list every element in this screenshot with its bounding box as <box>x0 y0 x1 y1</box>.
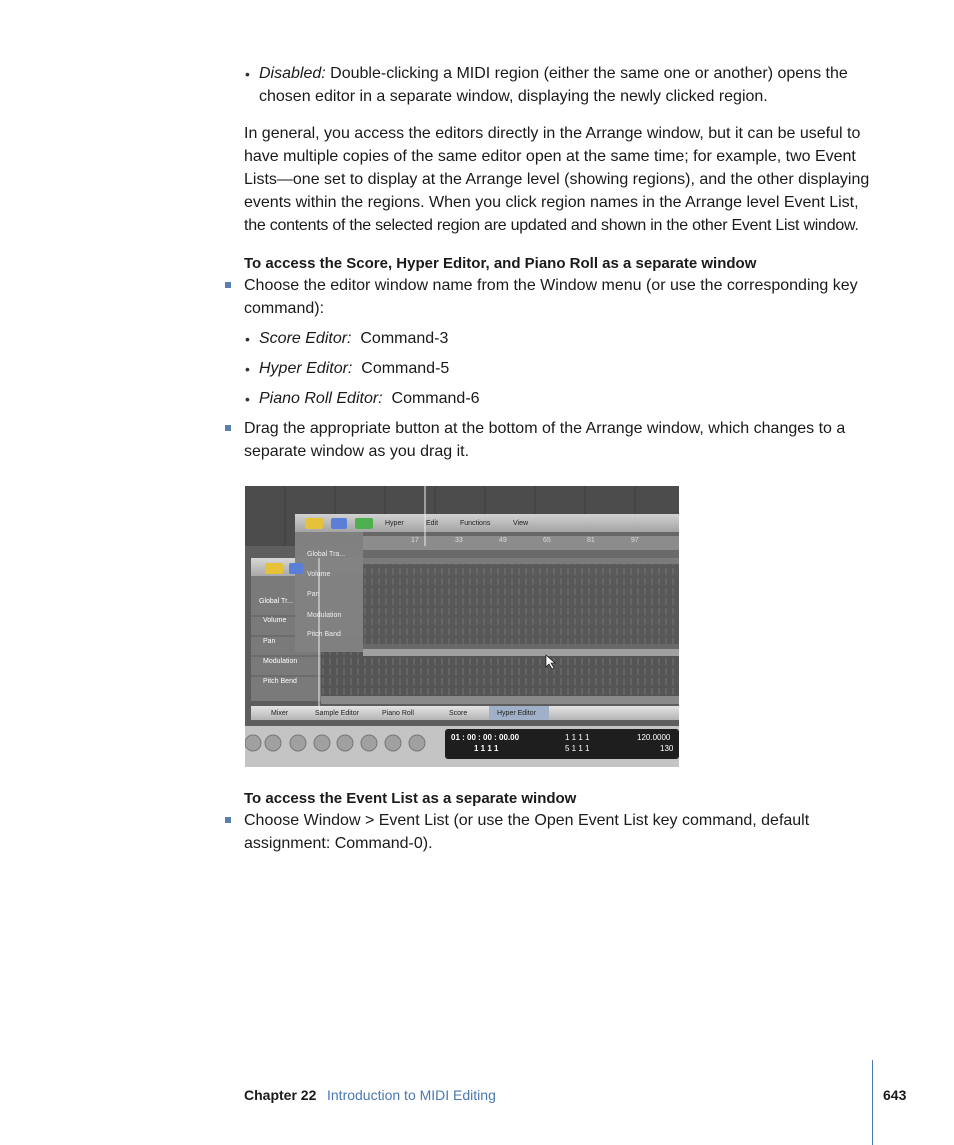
step-line: command): <box>244 300 325 317</box>
ruler-97: 97 <box>631 537 639 544</box>
float-track: Volume <box>307 571 331 578</box>
logic-arrange-screenshot <box>245 486 679 767</box>
ruler-65: 65 <box>543 537 551 544</box>
lcd-bars: 1 1 1 1 <box>474 744 499 753</box>
step-line: assignment: Command-0). <box>244 835 433 852</box>
command-key: Command-5 <box>361 360 450 377</box>
ruler-81: 81 <box>587 537 595 544</box>
command-label: Piano Roll Editor: <box>259 390 383 407</box>
step-bullet <box>225 425 231 431</box>
step-bullet <box>225 817 231 823</box>
bullet-dot: • <box>245 391 250 407</box>
footer-chapter: Chapter 22 <box>244 1087 317 1103</box>
lcd-pos: 1 1 1 1 <box>565 733 590 742</box>
para-line: Lists—one set to display at the Arrange level (showing regions), and the other displaying <box>244 171 870 188</box>
float-track: Pitch Band <box>307 631 341 638</box>
section-heading: To access the Event List as a separate window <box>244 790 577 807</box>
float-track: Global Tra... <box>307 551 346 558</box>
footer-divider <box>872 1060 873 1145</box>
lcd-sig: 130 <box>660 744 674 753</box>
lcd-tempo: 120.0000 <box>637 733 671 742</box>
ruler-49: 49 <box>499 537 507 544</box>
bullet-disabled-line1 <box>259 62 848 85</box>
menu-functions[interactable]: Functions <box>460 520 491 527</box>
page-number: 643 <box>883 1087 907 1103</box>
footer-chapter-title: Introduction to MIDI Editing <box>327 1087 496 1103</box>
tab-mixer[interactable]: Mixer <box>271 710 289 717</box>
para-line: have multiple copies of the same editor open at the same time; for example, two Event <box>244 148 856 165</box>
tab-score[interactable]: Score <box>449 710 468 717</box>
disabled-label: Disabled: <box>259 65 326 82</box>
para-line: the contents of the selected region are updated and shown in the other Event List window. <box>244 217 859 234</box>
step-line: Drag the appropriate button at the bottom of the Arrange window, which changes to a <box>244 420 846 437</box>
bullet-disabled-line2: chosen editor in a separate window, displaying the newly clicked region. <box>259 88 768 105</box>
step-line: Choose Window > Event List (or use the Open Event List key command, default <box>244 812 810 829</box>
command-piano <box>259 387 480 410</box>
step-line: separate window as you drag it. <box>244 443 470 460</box>
main-track: Pan <box>263 638 276 645</box>
lcd-time: 01 : 00 : 00 : 00.00 <box>451 733 520 742</box>
main-track: Volume <box>263 617 287 624</box>
ruler-33: 33 <box>455 537 463 544</box>
main-track: Modulation <box>263 658 298 665</box>
command-label: Hyper Editor: <box>259 360 353 377</box>
para-line: In general, you access the editors directly in the Arrange window, but it can be useful to <box>244 125 861 142</box>
menu-view[interactable]: View <box>513 520 529 527</box>
tab-piano-roll[interactable]: Piano Roll <box>382 710 414 717</box>
tab-sample-editor[interactable]: Sample Editor <box>315 710 359 717</box>
ruler-17: 17 <box>411 537 419 544</box>
main-track: Global Tr... <box>259 598 293 605</box>
float-track: Modulation <box>307 612 342 619</box>
step-bullet <box>225 282 231 288</box>
main-track: Pitch Bend <box>263 678 297 685</box>
menu-edit[interactable]: Edit <box>426 520 439 527</box>
bullet-dot: • <box>245 66 250 82</box>
command-key: Command-6 <box>391 390 480 407</box>
command-key: Command-3 <box>360 330 449 347</box>
lcd-pos2: 5 1 1 1 <box>565 744 590 753</box>
disabled-text: Double-clicking a MIDI region (either the same one or another) opens the <box>330 65 848 82</box>
float-track: Pan <box>307 591 320 598</box>
tab-hyper-editor[interactable]: Hyper Editor <box>497 710 536 717</box>
menu-hyper[interactable]: Hyper <box>385 520 404 527</box>
bullet-dot: • <box>245 331 250 347</box>
step-line: Choose the editor window name from the Window menu (or use the corresponding key <box>244 277 858 294</box>
screenshot-graphic <box>245 486 679 767</box>
para-line: events within the regions. When you click region names in the Arrange level Event List, <box>244 194 859 211</box>
command-score <box>259 327 448 350</box>
command-label: Score Editor: <box>259 330 352 347</box>
bullet-dot: • <box>245 361 250 377</box>
command-hyper <box>259 357 449 380</box>
section-heading: To access the Score, Hyper Editor, and Piano Roll as a separate window <box>244 255 757 272</box>
